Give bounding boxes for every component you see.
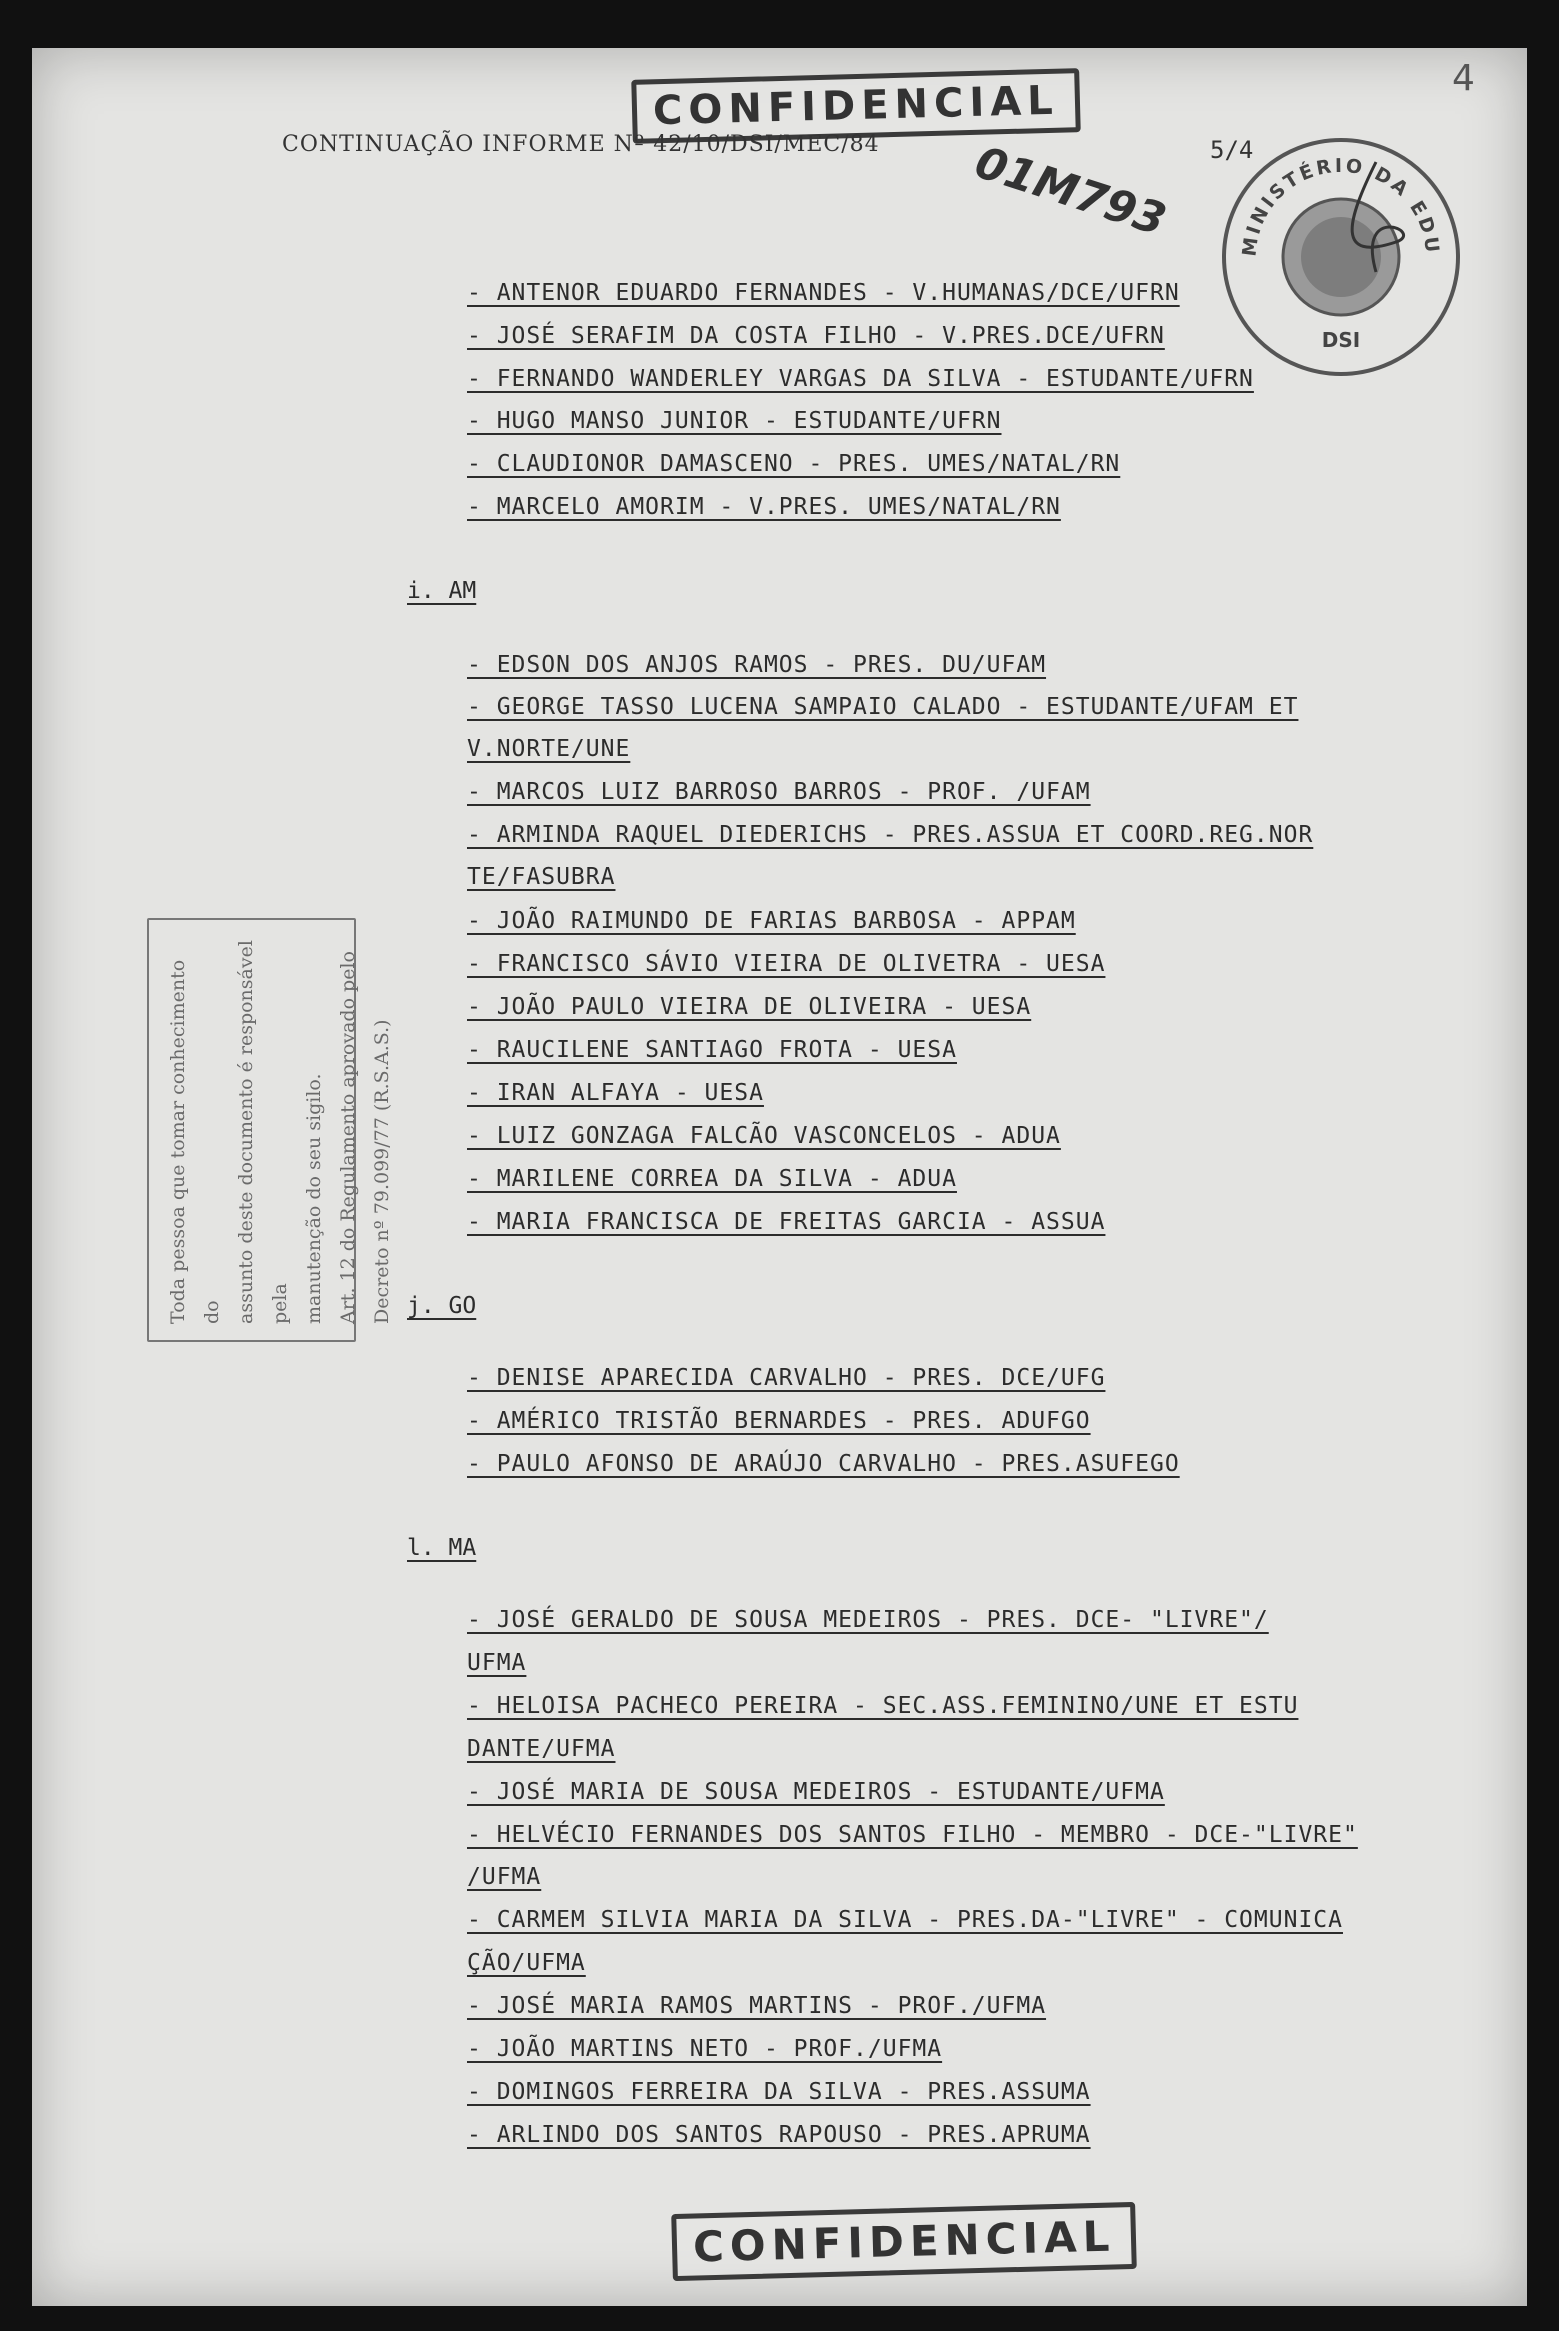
list-item: - JOÃO PAULO VIEIRA DE OLIVEIRA - UESA xyxy=(467,994,1032,1020)
list-item: - ANTENOR EDUARDO FERNANDES - V.HUMANAS/DCE/UFRN xyxy=(467,280,1180,306)
list-item: - AMÉRICO TRISTÃO BERNARDES - PRES. ADUFGO xyxy=(467,1408,1091,1434)
list-item: - DOMINGOS FERREIRA DA SILVA - PRES.ASSUMA xyxy=(467,2079,1091,2105)
notice-line: Art. 12 do Regulamento aprovado pelo xyxy=(337,951,359,1324)
list-item: - JOSÉ GERALDO DE SOUSA MEDEIROS - PRES. DCE- "LIVRE"/ xyxy=(467,1607,1269,1633)
list-item: - JOÃO MARTINS NETO - PROF./UFMA xyxy=(467,2036,943,2062)
list-item: DANTE/UFMA xyxy=(467,1736,616,1762)
list-item: - IRAN ALFAYA - UESA xyxy=(467,1080,764,1106)
page-number: 5/4 xyxy=(1210,136,1254,164)
document-title: CONTINUAÇÃO INFORME Nº 42/10/DSI/MEC/84 xyxy=(282,132,880,157)
list-item: UFMA xyxy=(467,1650,527,1676)
corner-mark: 4 xyxy=(1452,58,1475,99)
list-item: - JOSÉ MARIA DE SOUSA MEDEIROS - ESTUDANTE/UFMA xyxy=(467,1779,1165,1805)
section-label-am: i. AM xyxy=(407,578,477,604)
section-label-go: j. GO xyxy=(407,1293,477,1319)
list-item: - FRANCISCO SÁVIO VIEIRA DE OLIVETRA - UESA xyxy=(467,951,1106,977)
list-item: - MARIA FRANCISCA DE FREITAS GARCIA - ASSUA xyxy=(467,1209,1106,1235)
notice-line: Decreto nº 79.099/77 (R.S.A.S.) xyxy=(371,1019,393,1324)
list-item: - PAULO AFONSO DE ARAÚJO CARVALHO - PRES.ASUFEGO xyxy=(467,1451,1180,1477)
list-item: - CLAUDIONOR DAMASCENO - PRES. UMES/NATAL/RN xyxy=(467,451,1121,477)
list-item: - ARMINDA RAQUEL DIEDERICHS - PRES.ASSUA ET COORD.REG.NOR xyxy=(467,822,1314,848)
list-item: - JOSÉ MARIA RAMOS MARTINS - PROF./UFMA xyxy=(467,1993,1047,2019)
list-item: TE/FASUBRA xyxy=(467,864,616,890)
confidential-stamp-bottom: CONFIDENCIAL xyxy=(671,2202,1137,2281)
list-item: /UFMA xyxy=(467,1864,542,1890)
notice-line: manutenção do seu sigilo. xyxy=(303,1073,325,1324)
list-item: - MARCOS LUIZ BARROSO BARROS - PROF. /UFAM xyxy=(467,779,1091,805)
seal-graphic xyxy=(1226,142,1456,372)
document-page xyxy=(32,48,1527,2306)
list-item: V.NORTE/UNE xyxy=(467,736,631,762)
list-item: - EDSON DOS ANJOS RAMOS - PRES. DU/UFAM xyxy=(467,652,1047,678)
section-label-ma: l. MA xyxy=(407,1535,477,1561)
secrecy-notice-box xyxy=(147,918,393,1342)
list-item: - MARILENE CORREA DA SILVA - ADUA xyxy=(467,1166,957,1192)
list-item: - HUGO MANSO JUNIOR - ESTUDANTE/UFRN xyxy=(467,408,1002,434)
list-item: - ARLINDO DOS SANTOS RAPOUSO - PRES.APRUMA xyxy=(467,2122,1091,2148)
notice-line: assunto deste documento é responsável pela xyxy=(235,940,291,1324)
notice-line: Toda pessoa que tomar conhecimento do xyxy=(167,959,223,1324)
handwritten-code: 01M793 xyxy=(968,136,1172,247)
list-item: - CARMEM SILVIA MARIA DA SILVA - PRES.DA-"LIVRE" - COMUNICA xyxy=(467,1907,1343,1933)
list-item: - GEORGE TASSO LUCENA SAMPAIO CALADO - ESTUDANTE/UFAM ET xyxy=(467,694,1299,720)
ministry-seal xyxy=(1222,138,1460,376)
list-item: - RAUCILENE SANTIAGO FROTA - UESA xyxy=(467,1037,957,1063)
list-item: - JOÃO RAIMUNDO DE FARIAS BARBOSA - APPAM xyxy=(467,908,1076,934)
seal-letters: DSI xyxy=(1321,328,1361,352)
list-item: - HELVÉCIO FERNANDES DOS SANTOS FILHO - MEMBRO - DCE-"LIVRE" xyxy=(467,1822,1358,1848)
confidential-stamp-top: CONFIDENCIAL xyxy=(631,68,1080,144)
list-item: - JOSÉ SERAFIM DA COSTA FILHO - V.PRES.DCE/UFRN xyxy=(467,323,1165,349)
list-item: - HELOISA PACHECO PEREIRA - SEC.ASS.FEMININO/UNE ET ESTU xyxy=(467,1693,1299,1719)
list-item: - FERNANDO WANDERLEY VARGAS DA SILVA - ESTUDANTE/UFRN xyxy=(467,366,1254,392)
seal-text: MINISTÉRIO DA EDU xyxy=(1238,154,1444,258)
list-item: ÇÃO/UFMA xyxy=(467,1950,586,1976)
list-item: - DENISE APARECIDA CARVALHO - PRES. DCE/UFG xyxy=(467,1365,1106,1391)
secrecy-notice-text xyxy=(149,920,393,1340)
list-item: - LUIZ GONZAGA FALCÃO VASCONCELOS - ADUA xyxy=(467,1123,1061,1149)
list-item: - MARCELO AMORIM - V.PRES. UMES/NATAL/RN xyxy=(467,494,1061,520)
